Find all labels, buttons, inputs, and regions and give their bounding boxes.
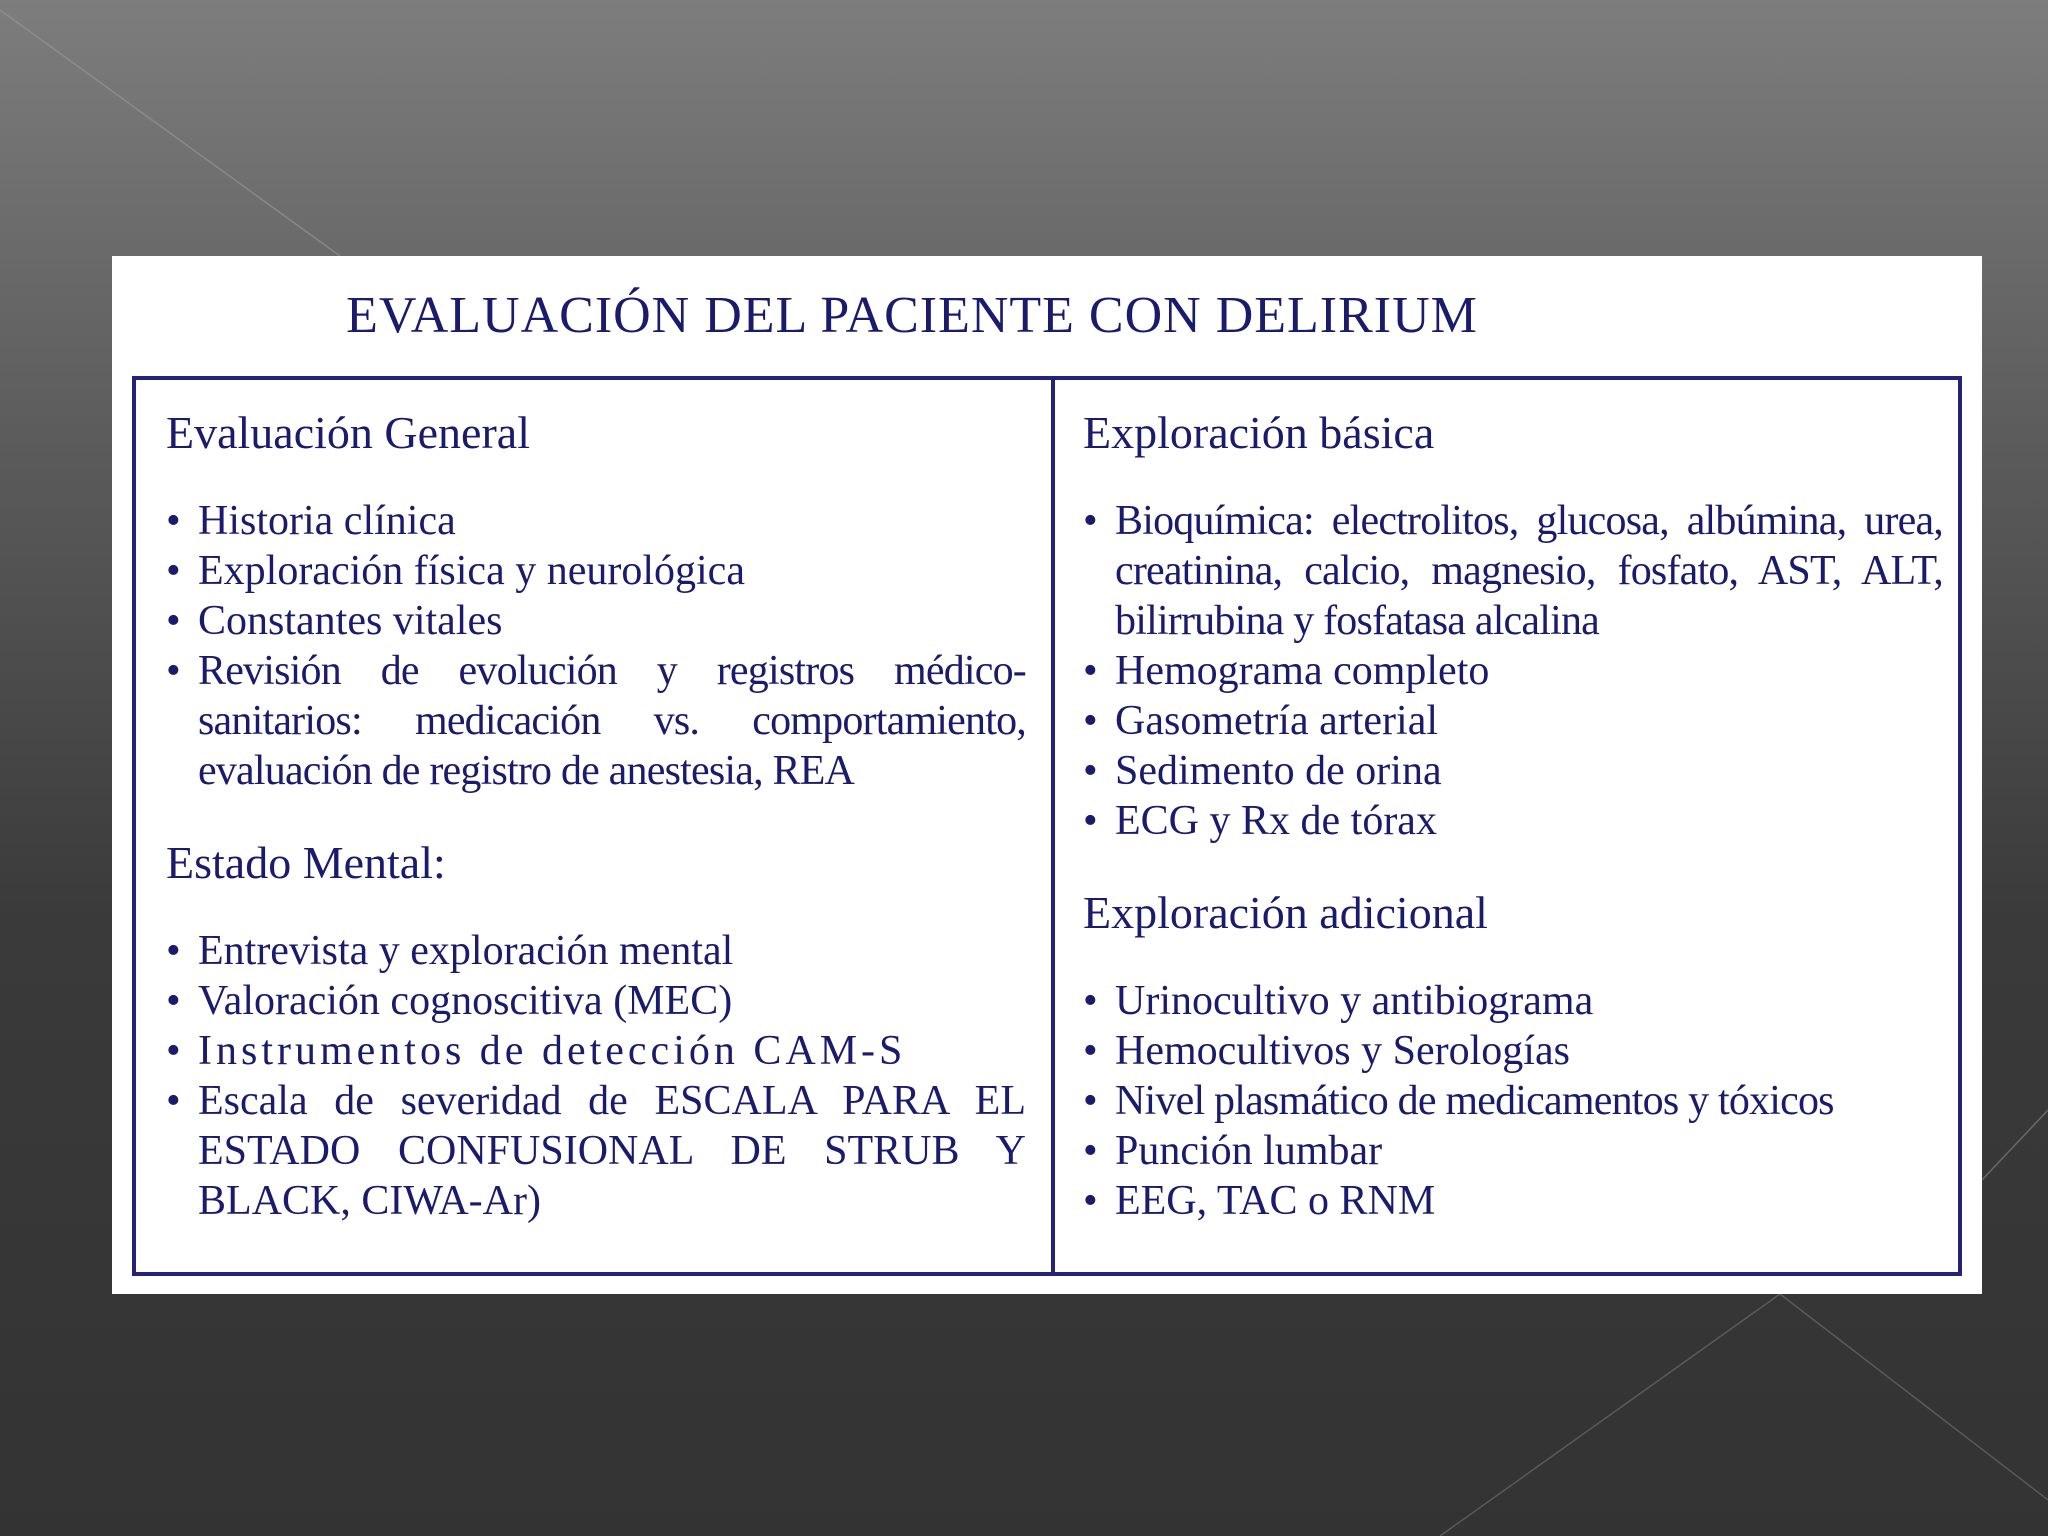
column-divider: [1051, 380, 1055, 1272]
list-item: • Exploración física y neurológica: [166, 546, 1026, 596]
section-heading-exploracion-basica: Exploración básica: [1083, 407, 1435, 458]
list-item: • Revisión de evolución y registros médico-sanitarios: medicación vs. comportamiento, evaluación de registro de anestesia, REA: [166, 646, 1026, 796]
list-item: • EEG, TAC o RNM: [1083, 1176, 1943, 1226]
list-item: • Entrevista y exploración mental: [166, 926, 1026, 976]
list-item: • Urinocultivo y antibiograma: [1083, 976, 1943, 1026]
exploracion-basica-list: [1083, 496, 1943, 846]
evaluation-table: [132, 376, 1962, 1276]
list-item: • Instrumentos de detección CAM-S: [166, 1026, 1026, 1076]
section-heading-evaluacion-general: Evaluación General: [166, 407, 530, 458]
section-heading-exploracion-adicional: Exploración adicional: [1083, 887, 1488, 938]
list-item: • Hemocultivos y Serologías: [1083, 1026, 1943, 1076]
right-column: [1083, 406, 1943, 1226]
list-item: • Nivel plasmático de medicamentos y tóxicos: [1083, 1076, 1943, 1126]
list-item: • Gasometría arterial: [1083, 696, 1943, 746]
slide-panel: [112, 256, 1982, 1294]
list-item: • Escala de severidad de ESCALA PARA EL ESTADO CONFUSIONAL DE STRUB Y BLACK, CIWA-Ar): [166, 1076, 1026, 1226]
list-item: • Hemograma completo: [1083, 646, 1943, 696]
list-item: • Constantes vitales: [166, 596, 1026, 646]
list-item: • Bioquímica: electrolitos, glucosa, albúmina, urea, creatinina, calcio, magnesio, fosfato, AST, ALT, bilirrubina y fosfatasa alcalina: [1083, 496, 1943, 646]
list-item: • ECG y Rx de tórax: [1083, 796, 1943, 846]
section-heading-estado-mental: Estado Mental:: [166, 837, 446, 888]
left-column: [166, 406, 1026, 1226]
exploracion-adicional-list: [1083, 976, 1943, 1226]
list-item: • Sedimento de orina: [1083, 746, 1943, 796]
list-item: • Punción lumbar: [1083, 1126, 1943, 1176]
evaluacion-general-list: [166, 496, 1026, 796]
estado-mental-list: [166, 926, 1026, 1226]
list-item: • Historia clínica: [166, 496, 1026, 546]
slide-title: EVALUACIÓN DEL PACIENTE CON DELIRIUM: [346, 287, 1478, 344]
list-item: • Valoración cognoscitiva (MEC): [166, 976, 1026, 1026]
